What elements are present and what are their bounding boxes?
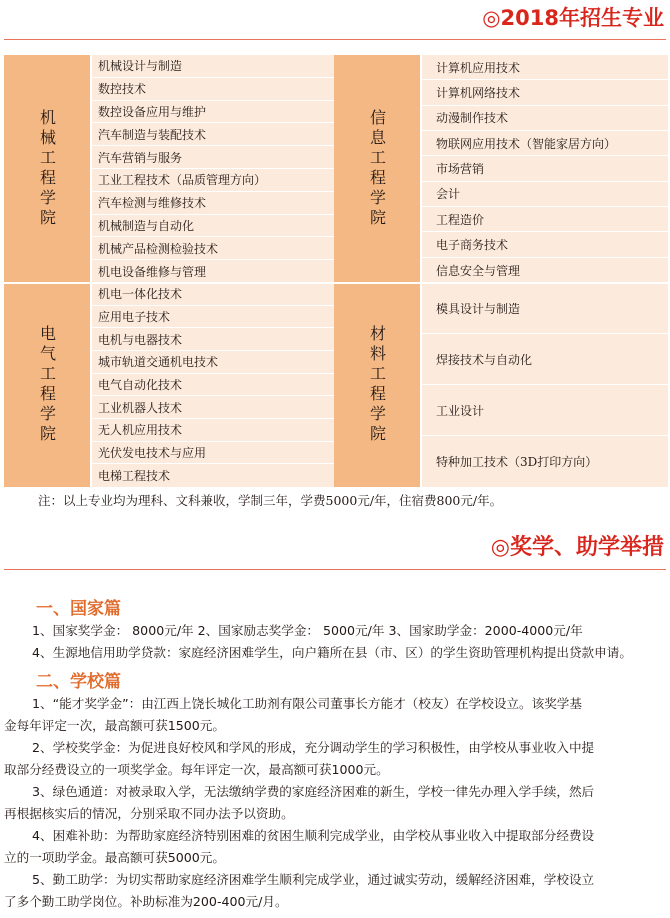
major-item: 电梯工程技术 (98, 469, 171, 484)
major-item: 计算机网络技术 (422, 80, 668, 105)
majors-table (4, 55, 668, 487)
major-item: 光伏发电技术与应用 (92, 442, 334, 465)
major-item: 机械设计与制造 (92, 55, 334, 78)
major-item: 工程造价 (422, 207, 668, 232)
majors-note: 注：以上专业均为理科、文科兼收，学制三年，学费5000元/年，住宿费800元/年。 (38, 493, 503, 508)
major-item: 焊接技术与自动化 (422, 334, 668, 385)
department-name: 电气工程学院 (37, 325, 57, 445)
major-item: 电子商务技术 (422, 232, 668, 257)
major-item: 汽车制造与装配技术 (92, 123, 334, 146)
major-item: 工业设计 (422, 385, 668, 436)
major-item: 信息安全与管理 (436, 263, 521, 278)
financial-aid-title: ◎奖学、助学举措 (490, 535, 664, 560)
major-item: 电机与电器技术 (92, 328, 334, 351)
major-list (92, 283, 334, 487)
major-item: 机电一体化技术 (92, 283, 334, 306)
major-item: 机械制造与自动化 (92, 215, 334, 238)
major-item: 无人机应用技术 (92, 419, 334, 442)
major-item: 机械产品检测检验技术 (92, 237, 334, 260)
major-list (422, 283, 668, 487)
department-name: 信息工程学院 (367, 109, 387, 229)
major-item: 汽车检测与维修技术 (92, 192, 334, 215)
major-item: 应用电子技术 (92, 306, 334, 329)
department-cell (4, 55, 90, 283)
school-aid-line: 立的一项助学金。最高额可获5000元。 (4, 850, 225, 865)
major-item: 特种加工技术（3D打印方向） (436, 455, 598, 469)
school-aid-heading: 二、学校篇 (36, 672, 121, 692)
major-item: 会计 (422, 182, 668, 207)
school-aid-line: 金每年评定一次，最高额可获1500元。 (4, 718, 225, 733)
department-cell (334, 283, 420, 487)
school-aid-line: 3、绿色通道：对被录取入学，无法缴纳学费的家庭经济困难的新生，学校一律先办理入学手续，然后 (32, 784, 595, 799)
school-aid-line: 再根据核实后的情况，分别采取不同办法予以资助。 (4, 806, 294, 821)
department-cell (4, 283, 90, 487)
major-list (92, 55, 334, 283)
admission-majors-title: ◎2018年招生专业 (482, 6, 664, 30)
major-list (422, 55, 668, 283)
national-aid-heading: 一、国家篇 (36, 599, 121, 619)
title-divider (4, 569, 666, 570)
major-item: 电气自动化技术 (92, 374, 334, 397)
national-aid-line: 4、生源地信用助学贷款：家庭经济困难学生，向户籍所在县（市、区）的学生资助管理机构提出贷款申请。 (32, 645, 632, 660)
school-aid-line: 4、困难补助：为帮助家庭经济特别困难的贫困生顺利完成学业，由学校从事业收入中提取部分经费设 (32, 828, 595, 843)
school-aid-line: 1、“能才奖学金”：由江西上饶长城化工助剂有限公司董事长方能才（校友）在学校设立。该奖学基 (32, 696, 582, 711)
school-aid-line: 2、学校奖学金：为促进良好校风和学风的形成，充分调动学生的学习积极性，由学校从事业收入中提 (32, 740, 595, 755)
major-item: 工业机器人技术 (92, 396, 334, 419)
major-item: 计算机应用技术 (422, 55, 668, 80)
major-item: 数控设备应用与维护 (92, 101, 334, 124)
title-divider (4, 39, 666, 40)
department-cell (334, 55, 420, 283)
table-row-divider (4, 282, 668, 284)
national-aid-line: 1、国家奖学金： 8000元/年 2、国家励志奖学金： 5000元/年 3、国家助学金：2000-4000元/年 (32, 623, 583, 638)
major-item: 动漫制作技术 (422, 106, 668, 131)
major-item: 模具设计与制造 (422, 283, 668, 334)
school-aid-line: 取部分经费设立的一项奖学金。每年评定一次，最高额可获1000元。 (4, 762, 389, 777)
major-item: 城市轨道交通机电技术 (92, 351, 334, 374)
major-item: 市场营销 (422, 156, 668, 181)
school-aid-line: 了多个勤工助学岗位。补助标准为200-400元/月。 (4, 894, 288, 909)
major-item: 物联网应用技术（智能家居方向） (422, 131, 668, 156)
school-aid-text (4, 693, 666, 913)
major-item: 机电设备维修与管理 (98, 265, 207, 280)
department-name: 材料工程学院 (367, 325, 387, 445)
major-item: 工业工程技术（品质管理方向） (92, 169, 334, 192)
major-item: 数控技术 (92, 78, 334, 101)
department-name: 机械工程学院 (37, 109, 57, 229)
national-aid-text (4, 620, 666, 664)
major-item: 汽车营销与服务 (92, 146, 334, 169)
school-aid-line: 5、勤工助学：为切实帮助家庭经济困难学生顺利完成学业，通过诚实劳动，缓解经济困难，学校设立 (32, 872, 595, 887)
